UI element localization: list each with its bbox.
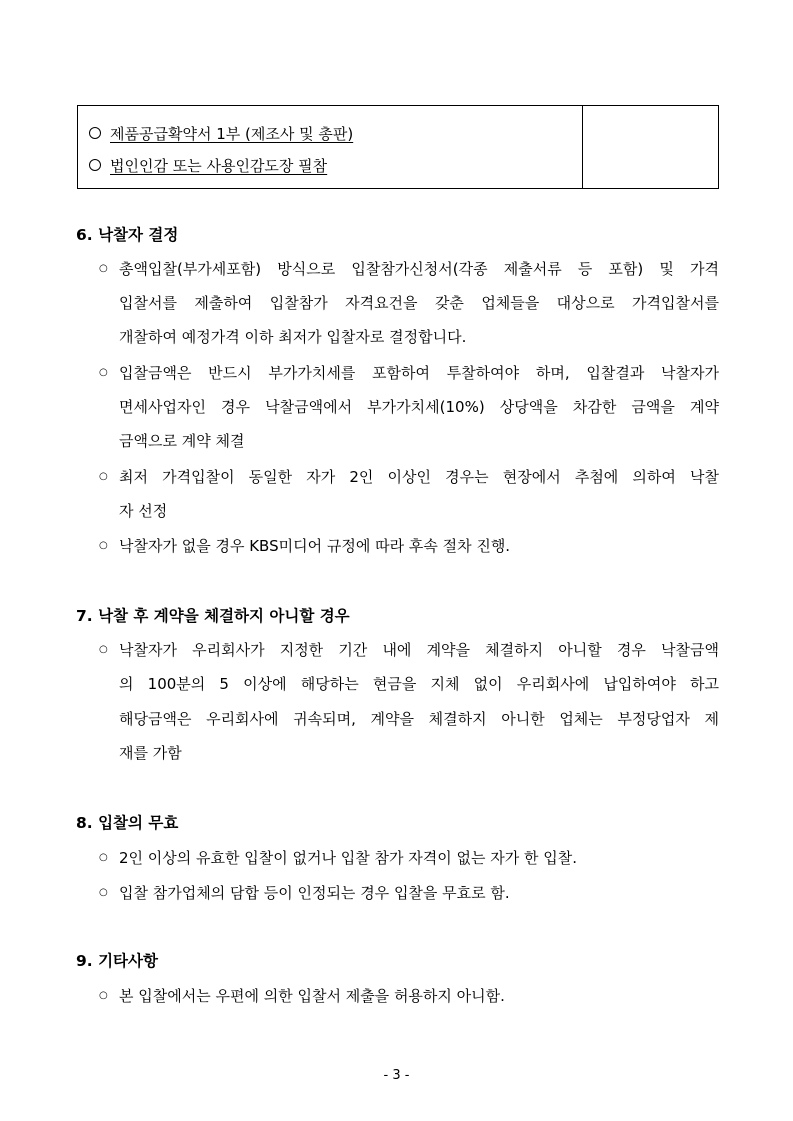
list-item: ○ 낙찰자가 우리회사가 지정한 기간 내에 계약을 체결하지 아니할 경우 낙찰금액: [99, 641, 719, 659]
bullet-icon: ○: [99, 990, 108, 1001]
section-heading-6: 6. 낙찰자 결정: [76, 226, 179, 244]
requirements-table: [77, 105, 719, 189]
list-item-continuation: 입찰서를 제출하여 입찰참가 자격요건을 갖춘 업체들을 대상으로 가격입찰서를: [119, 294, 719, 312]
bullet-icon: ○: [99, 852, 108, 863]
list-item-continuation: 재를 가함: [119, 744, 182, 762]
table-row-text: 제품공급확약서 1부 (제조사 및 총판): [110, 124, 354, 143]
table-row: [78, 117, 582, 149]
table-row: [78, 149, 582, 181]
section-heading-9: 9. 기타사항: [76, 952, 158, 970]
bullet-icon: ○: [99, 887, 108, 898]
list-item: ○ 최저 가격입찰이 동일한 자가 2인 이상인 경우는 현장에서 추첨에 의하여 낙찰: [99, 468, 719, 486]
bullet-icon: ○: [99, 367, 108, 378]
list-item-continuation: 면세사업자인 경우 낙찰금액에서 부가가치세(10%) 상당액을 차감한 금액을 계약: [119, 398, 719, 416]
bullet-icon: ○: [99, 471, 108, 482]
section-heading-8: 8. 입찰의 무효: [76, 814, 179, 832]
bullet-icon: ○: [99, 644, 108, 655]
list-item-continuation: 자 선정: [119, 502, 168, 520]
circle-bullet-icon: [89, 127, 101, 139]
list-item-continuation: 개찰하여 예정가격 이하 최저가 입찰자로 결정합니다.: [119, 328, 467, 346]
section-heading-7: 7. 낙찰 후 계약을 체결하지 아니할 경우: [76, 607, 350, 625]
list-item: ○ 입찰금액은 반드시 부가가치세를 포함하여 투찰하여야 하며, 입찰결과 낙찰자가: [99, 364, 719, 382]
page-number: - 3 -: [383, 1068, 410, 1083]
bullet-icon: ○: [99, 263, 108, 274]
list-item-continuation: 금액으로 계약 체결: [119, 432, 245, 450]
circle-bullet-icon: [89, 159, 101, 171]
empty-cell: [583, 106, 718, 188]
requirements-cell: [78, 106, 583, 188]
list-item-continuation: 의 100분의 5 이상에 해당하는 현금을 지체 없이 우리회사에 납입하여야 하고: [119, 675, 719, 693]
list-item: ○ 입찰 참가업체의 담합 등이 인정되는 경우 입찰을 무효로 함.: [99, 884, 510, 902]
list-item: ○ 총액입찰(부가세포함) 방식으로 입찰참가신청서(각종 제출서류 등 포함) 및 가격: [99, 260, 719, 278]
list-item-continuation: 해당금액은 우리회사에 귀속되며, 계약을 체결하지 아니한 업체는 부정당업자 제: [119, 710, 719, 728]
list-item: ○ 2인 이상의 유효한 입찰이 없거나 입찰 참가 자격이 없는 자가 한 입찰.: [99, 849, 577, 867]
list-item: ○ 낙찰자가 없을 경우 KBS미디어 규정에 따라 후속 절차 진행.: [99, 537, 511, 555]
table-row-text: 법인인감 또는 사용인감도장 필참: [110, 156, 328, 175]
bullet-icon: ○: [99, 540, 108, 551]
list-item: ○ 본 입찰에서는 우편에 의한 입찰서 제출을 허용하지 아니함.: [99, 987, 505, 1005]
